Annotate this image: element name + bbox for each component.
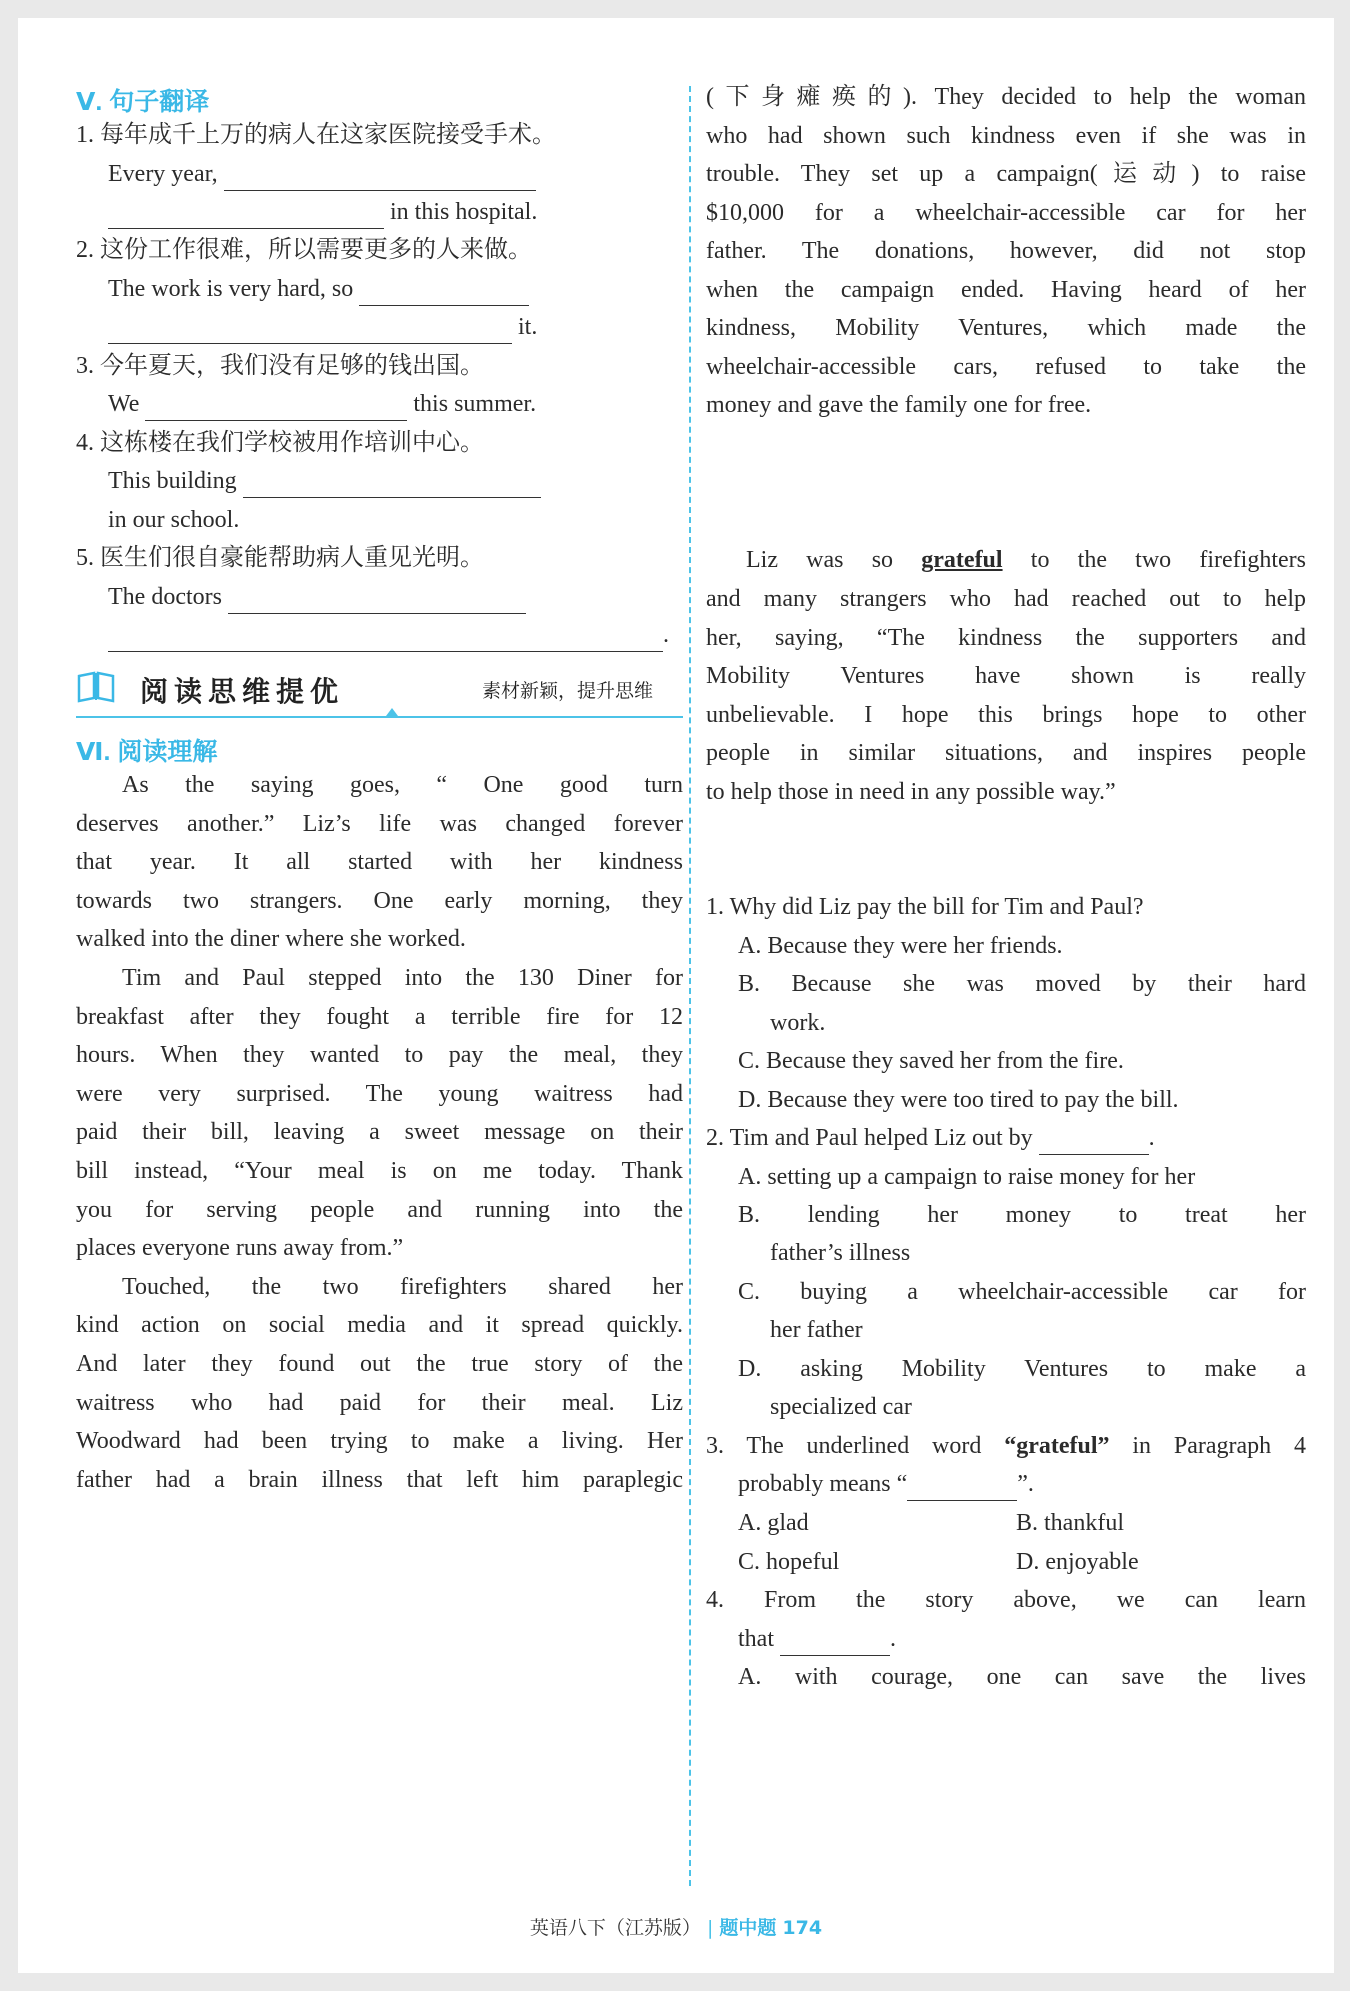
answer-blank[interactable] xyxy=(228,587,526,614)
q3-stem-line2: probably means “ ”. xyxy=(738,1467,1306,1501)
q5-4-suffix: in our school. xyxy=(108,507,240,533)
page-footer: 英语八下（江苏版） | 题中题 174 xyxy=(529,1917,823,1939)
passage-line: Tim and Paul stepped into the 130 Diner for xyxy=(122,965,683,991)
reading-section-band xyxy=(76,660,683,718)
worksheet-page xyxy=(18,18,1334,1973)
open-book-icon xyxy=(76,670,116,704)
q3-option-a[interactable]: A. glad xyxy=(738,1510,809,1536)
answer-blank[interactable] xyxy=(108,202,384,229)
q5-1-line1 xyxy=(108,157,683,191)
passage-line: And later they found out the true story of the xyxy=(76,1351,683,1377)
passage-line: Mobility Ventures have shown is really xyxy=(706,663,1306,689)
band-marker xyxy=(386,708,398,716)
passage-line: kind action on social media and it spread quickly. xyxy=(76,1312,683,1338)
answer-blank[interactable] xyxy=(145,394,407,421)
grateful-word: grateful xyxy=(921,547,1003,573)
q2-option-c-cont: her father xyxy=(770,1317,863,1343)
passage-line: wheelchair-accessible cars, refused to take the xyxy=(706,354,1306,380)
passage-line: Woodward had been trying to make a living. Her xyxy=(76,1428,683,1454)
q5-2-line1 xyxy=(108,272,683,306)
passage-line: were very surprised. The young waitress had xyxy=(76,1081,683,1107)
band-title: 阅读思维提优 xyxy=(140,675,345,708)
passage-line: her, saying, “The kindness the supporters and xyxy=(706,625,1306,651)
passage-line: towards two strangers. One early morning, they xyxy=(76,888,683,914)
answer-blank[interactable] xyxy=(243,471,541,498)
column-divider xyxy=(689,86,691,1886)
q2-option-d[interactable]: D. asking Mobility Ventures to make a xyxy=(738,1356,1306,1382)
q5-4-prefix: This building xyxy=(108,468,237,494)
answer-blank[interactable] xyxy=(780,1629,890,1656)
answer-blank[interactable] xyxy=(224,164,536,191)
book-title: 英语八下（江苏版） xyxy=(529,1917,701,1939)
q2-option-c[interactable]: C. buying a wheelchair-accessible car for xyxy=(738,1279,1306,1305)
q5-4-chinese: 4. 这栋楼在我们学校被用作培训中心。 xyxy=(76,430,484,456)
q1-option-b-cont: work. xyxy=(770,1010,826,1036)
q3-option-d[interactable]: D. enjoyable xyxy=(1016,1549,1139,1575)
passage-line: you for serving people and running into the xyxy=(76,1197,683,1223)
q5-5-prefix: The doctors xyxy=(108,584,222,610)
answer-blank[interactable] xyxy=(359,279,529,306)
passage-line: father had a brain illness that left him paraplegic xyxy=(76,1467,683,1493)
q2-option-d-cont: specialized car xyxy=(770,1394,912,1420)
band-subtitle: 素材新颖，提升思维 xyxy=(481,680,653,702)
q2-option-b[interactable]: B. lending her money to treat her xyxy=(738,1202,1306,1228)
passage-line: As the saying goes, “ One good turn xyxy=(122,772,683,798)
passage-line: trouble. They set up a campaign(运动) to raise xyxy=(706,161,1306,187)
answer-blank[interactable] xyxy=(1039,1128,1149,1155)
passage-line: to help those in need in any possible way.” xyxy=(706,779,1116,805)
passage-line: who had shown such kindness even if she was in xyxy=(706,123,1306,149)
answer-blank[interactable] xyxy=(108,317,512,344)
section-5-title: Ⅴ. 句子翻译 xyxy=(76,88,210,116)
answer-blank[interactable] xyxy=(108,625,663,652)
q1-stem: 1. Why did Liz pay the bill for Tim and Paul? xyxy=(706,894,1144,920)
q4-option-a[interactable]: A. with courage, one can save the lives xyxy=(738,1664,1306,1690)
passage-line: places everyone runs away from.” xyxy=(76,1235,404,1261)
p4-first-line: Liz was so grateful to the two firefighters xyxy=(746,547,1306,573)
q5-5-suffix: . xyxy=(663,622,669,648)
passage-line: deserves another.” Liz’s life was changed forever xyxy=(76,811,683,837)
passage-line: paid their bill, leaving a sweet message on their xyxy=(76,1119,683,1145)
q5-3-chinese: 3. 今年夏天，我们没有足够的钱出国。 xyxy=(76,353,484,379)
q2-option-a[interactable]: A. setting up a campaign to raise money for her xyxy=(738,1164,1196,1190)
passage-line: that year. It all started with her kindness xyxy=(76,849,683,875)
band-rule xyxy=(76,716,683,718)
q5-2-chinese: 2. 这份工作很难，所以需要更多的人来做。 xyxy=(76,237,532,263)
passage-line: and many strangers who had reached out to help xyxy=(706,586,1306,612)
q5-1-prefix: Every year, xyxy=(108,161,218,187)
passage-line: Touched, the two firefighters shared her xyxy=(122,1274,683,1300)
q5-5-line2 xyxy=(108,618,683,652)
q5-2-suffix: it. xyxy=(518,314,538,340)
q5-5-line1 xyxy=(108,580,683,614)
q3-option-c[interactable]: C. hopeful xyxy=(738,1549,840,1575)
passage-line: waitress who had paid for their meal. Liz xyxy=(76,1390,683,1416)
q5-3-line1 xyxy=(108,387,683,421)
passage-line: breakfast after they fought a terrible fire for 12 xyxy=(76,1004,683,1030)
passage-line: unbelievable. I hope this brings hope to other xyxy=(706,702,1306,728)
q3-word: “grateful” xyxy=(1004,1433,1110,1459)
page-number: 174 xyxy=(782,1917,823,1939)
q5-2-prefix: The work is very hard, so xyxy=(108,276,354,302)
answer-blank[interactable] xyxy=(907,1474,1017,1501)
q2-option-b-cont: father’s illness xyxy=(770,1240,911,1266)
q5-1-suffix: in this hospital. xyxy=(390,199,538,225)
passage-line: walked into the diner where she worked. xyxy=(76,926,466,952)
q2-stem-line: 2. Tim and Paul helped Liz out by . xyxy=(706,1121,1306,1155)
q1-option-b[interactable]: B. Because she was moved by their hard xyxy=(738,971,1306,997)
passage-line: money and gave the family one for free. xyxy=(706,392,1092,418)
q3-option-b[interactable]: B. thankful xyxy=(1016,1510,1124,1536)
q1-option-a[interactable]: A. Because they were her friends. xyxy=(738,933,1063,959)
section-6-title: Ⅵ. 阅读理解 xyxy=(76,738,218,766)
passage-line: when the campaign ended. Having heard of her xyxy=(706,277,1306,303)
passage-line: hours. When they wanted to pay the meal, they xyxy=(76,1042,683,1068)
q5-3-prefix: We xyxy=(108,391,140,417)
q5-5-chinese: 5. 医生们很自豪能帮助病人重见光明。 xyxy=(76,545,484,571)
passage-line: people in similar situations, and inspires people xyxy=(706,740,1306,766)
q4-stem: 4. From the story above, we can learn xyxy=(706,1587,1306,1613)
q5-1-line2 xyxy=(108,195,683,229)
q2-stem: 2. Tim and Paul helped Liz out by xyxy=(706,1125,1033,1151)
q5-4-line1 xyxy=(108,464,683,498)
q4-stem-line2: that . xyxy=(738,1622,1306,1656)
q1-option-d[interactable]: D. Because they were too tired to pay the bill. xyxy=(738,1087,1179,1113)
passage-line: kindness, Mobility Ventures, which made the xyxy=(706,315,1306,341)
brand-name: 题中题 xyxy=(719,1917,777,1939)
passage-line: $10,000 for a wheelchair-accessible car for her xyxy=(706,200,1306,226)
q1-option-c[interactable]: C. Because they saved her from the fire. xyxy=(738,1048,1124,1074)
passage-line: father. The donations, however, did not stop xyxy=(706,238,1306,264)
q5-1-chinese: 1. 每年成千上万的病人在这家医院接受手术。 xyxy=(76,122,556,148)
q5-2-line2 xyxy=(108,310,683,344)
passage-line: bill instead, “Your meal is on me today. Thank xyxy=(76,1158,683,1184)
q3-stem-line: 3. The underlined word “grateful” in Paragraph 4 xyxy=(706,1433,1306,1459)
q5-3-suffix: this summer. xyxy=(413,391,537,417)
passage-line: (下身瘫痪的). They decided to help the woman xyxy=(706,84,1306,110)
